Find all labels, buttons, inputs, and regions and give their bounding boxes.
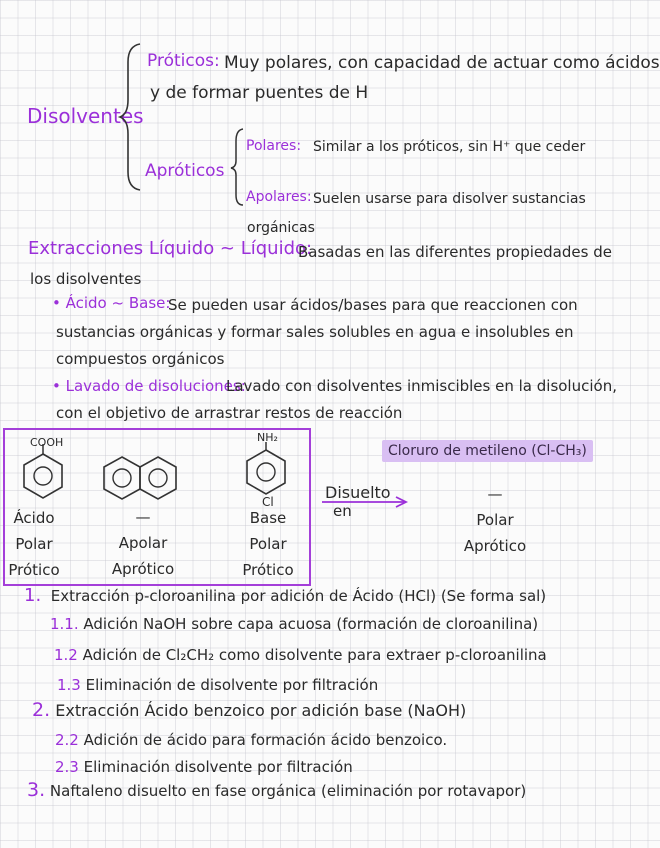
step-1-2: 1.2 Adición de Cl₂CH₂ como disolvente para extraer p-cloroanilina [54, 646, 547, 664]
compound-1-line2: Polar [15, 535, 53, 553]
disuelto-label: Disuelto [325, 483, 391, 502]
compound-2-line2: Apolar [118, 534, 168, 552]
nh2-label: NH₂ [257, 431, 278, 444]
compound-2-line1: — [135, 508, 151, 526]
extraccion-title: Extracciones Líquido ~ Líquido: [28, 238, 313, 259]
solvent-highlight: Cloruro de metileno (Cl-CH₃) [382, 440, 593, 462]
acido-base-label: • Ácido ~ Base: [52, 294, 171, 312]
compound-3-props [228, 505, 308, 583]
compound-2-line3: Aprótico [111, 560, 175, 578]
cl-label: Cl [262, 495, 274, 509]
step-1-3: 1.3 Eliminación de disolvente por filtración [57, 676, 379, 694]
polares-text: Similar a los próticos, sin H⁺ que ceder [313, 139, 586, 155]
disolventes-title: Disolventes [27, 104, 144, 128]
compound-1-line3: Prótico [8, 561, 60, 579]
acido-base-text-3: compuestos orgánicos [56, 350, 225, 368]
benzoic-acid-structure [17, 440, 69, 504]
lavado-text-1: Lavado con disolventes inmiscibles en la disolución, [226, 377, 617, 395]
apolares-text-2: orgánicas [247, 220, 315, 236]
step-2: 2. Extracción Ácido benzoico por adición base (NaOH) [32, 699, 467, 721]
acido-base-text-1: Se pueden usar ácidos/bases para que reaccionen con [168, 296, 578, 314]
solvent-line3: Aprótico [463, 537, 527, 555]
naphthalene-structure [100, 455, 184, 501]
aproticos-brace [229, 127, 247, 207]
proticos-label: Próticos: [147, 51, 220, 71]
step-1-1: 1.1. Adición NaOH sobre capa acuosa (formación de cloroanilina) [50, 615, 539, 633]
arrow-icon [320, 495, 410, 509]
lavado-text-2: con el objetivo de arrastrar restos de reacción [56, 404, 403, 422]
proticos-text-2: y de formar puentes de H [150, 83, 369, 103]
compound-3-line1: Base [249, 509, 287, 527]
extraccion-text-1: Basadas en las diferentes propiedades de [298, 243, 612, 261]
compound-3-line2: Polar [249, 535, 287, 553]
step-1: 1. Extracción p-cloroanilina por adición de Ácido (HCl) (Se forma sal) [24, 585, 547, 606]
compound-3-line3: Prótico [242, 561, 294, 579]
solvent-props [455, 481, 535, 559]
apolares-label: Apolares: [246, 189, 312, 205]
solvent-line2: Polar [476, 511, 514, 529]
extraccion-text-2: los disolventes [30, 270, 142, 288]
step-2-2: 2.2 Adición de ácido para formación ácido benzoico. [55, 731, 448, 749]
acido-base-text-2: sustancias orgánicas y formar sales solubles en agua e insolubles en [56, 323, 574, 341]
solvent-line1: — [487, 485, 503, 503]
compound-2-props [103, 504, 183, 582]
disolventes-brace [118, 42, 146, 192]
chloroaniline-structure [240, 440, 292, 498]
lavado-label: • Lavado de disoluciones: [52, 377, 246, 395]
compound-1-props [0, 505, 74, 583]
disuelto-en: en [333, 502, 352, 520]
cooh-label: COOH [30, 436, 64, 449]
compound-1-line1: Ácido [13, 509, 55, 527]
proticos-text-1: Muy polares, con capacidad de actuar como ácidos [224, 53, 660, 73]
step-3: 3. Naftaleno disuelto en fase orgánica (eliminación por rotavapor) [27, 779, 527, 801]
polares-label: Polares: [246, 138, 302, 154]
step-2-3: 2.3 Eliminación disolvente por filtración [55, 758, 353, 776]
aproticos-label: Apróticos [145, 161, 225, 181]
apolares-text-1: Suelen usarse para disolver sustancias [313, 191, 586, 207]
